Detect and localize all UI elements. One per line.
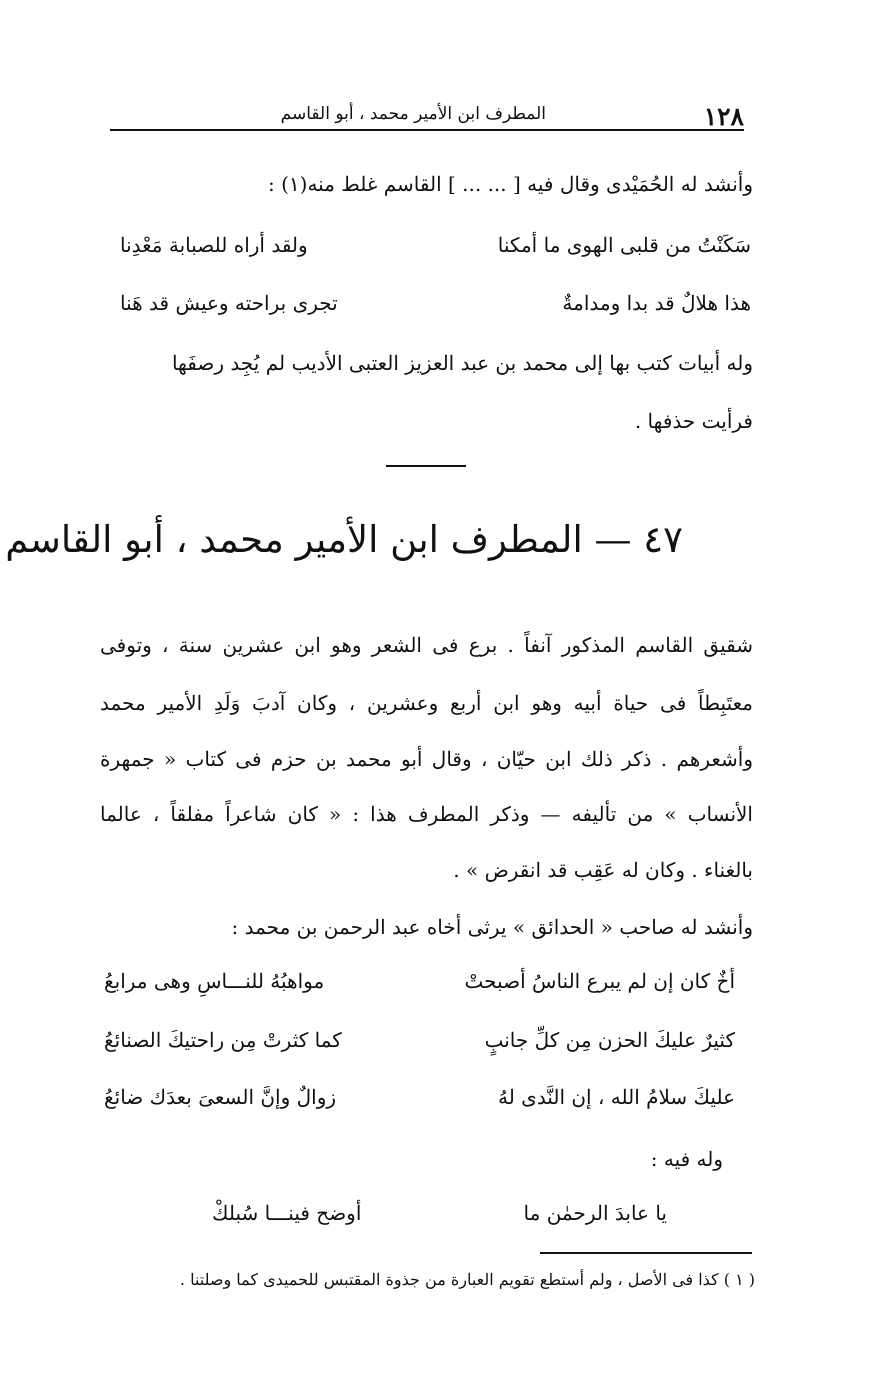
body-line: شقيق القاسم المذكور آنفاً . برع فى الشعر وهو ابن عشرين سنة ، وتوفى bbox=[100, 633, 754, 657]
body-line: الأنساب » من تأليفه — وذكر المطرف هذا : « كان شاعراً مفلقاً ، عالما bbox=[100, 802, 753, 826]
page-number: ١٢٨ bbox=[703, 102, 744, 131]
last-verse-second-hemistich: أوضح فينـــا سُبلكْ bbox=[212, 1201, 362, 1225]
elegy-verse1-second-hemistich: مواهبُهُ للنـــاسِ وهى مرابعُ bbox=[104, 969, 325, 993]
elegy-intro: وأنشد له صاحب « الحدائق » يرثى أخاه عبد الرحمن بن محمد : bbox=[231, 915, 753, 939]
running-head bbox=[110, 96, 744, 132]
note-line-2: فرأيت حذفها . bbox=[634, 409, 753, 433]
elegy-verse3-second-hemistich: زوالٌ وإنَّ السعىَ بعدَك ضائعُ bbox=[104, 1085, 337, 1109]
footnote-rule bbox=[540, 1252, 752, 1254]
intro-line: وأنشد له الحُمَيْدى وقال فيه [ ... ... ] القاسم غلط منه(١) : bbox=[267, 172, 753, 196]
verse1-first-hemistich: سَكَنْتُ من قلبى الهوى ما أمكنا bbox=[497, 233, 751, 257]
elegy-verse1-first-hemistich: أخٌ كان إن لم يبرع الناسُ أصبحتْ bbox=[464, 969, 735, 993]
body-line: وأشعرهم . ذكر ذلك ابن حيّان ، وقال أبو محمد بن حزم فى كتاب « جمهرة bbox=[100, 747, 753, 771]
elegy-verse2-second-hemistich: كما كثرتْ مِن راحتيكَ الصنائعُ bbox=[104, 1028, 342, 1052]
body-line: معتَبِطاً فى حياة أبيه وهو ابن أربع وعشرين ، وكان آدبَ وَلَدِ الأمير محمد bbox=[100, 691, 753, 715]
note-line-1: وله أبيات كتب بها إلى محمد بن عبد العزيز العتبى الأديب لم يُجِد رصفَها bbox=[171, 351, 753, 375]
section-separator bbox=[386, 465, 466, 467]
also-line: وله فيه : bbox=[650, 1147, 723, 1171]
verse1-second-hemistich: ولقد أراه للصبابة مَعْدِنا bbox=[120, 233, 308, 257]
last-verse-first-hemistich: يا عابدَ الرحمٰن ما bbox=[523, 1201, 667, 1225]
elegy-verse3-first-hemistich: عليكَ سلامُ الله ، إن النَّدى لهُ bbox=[497, 1085, 735, 1109]
verse2-first-hemistich: هذا هلالٌ قد بدا ومدامةٌ bbox=[562, 291, 751, 315]
body-line: بالغناء . وكان له عَقِب قد انقرض » . bbox=[453, 858, 753, 882]
running-title: المطرف ابن الأمير محمد ، أبو القاسم bbox=[280, 104, 546, 124]
section-heading: ٤٧ — المطرف ابن الأمير محمد ، أبو القاسم bbox=[5, 518, 683, 561]
elegy-verse2-first-hemistich: كثيرٌ عليكَ الحزن مِن كلِّ جانبٍ bbox=[484, 1028, 735, 1052]
footnote: ( ١ ) كذا فى الأصل ، ولم أستطع تقويم العبارة من جذوة المقتبس للحميدى كما وصلتنا . bbox=[179, 1270, 755, 1289]
header-rule bbox=[110, 129, 744, 131]
verse2-second-hemistich: تجرى براحته وعيش قد هَنا bbox=[120, 291, 338, 315]
